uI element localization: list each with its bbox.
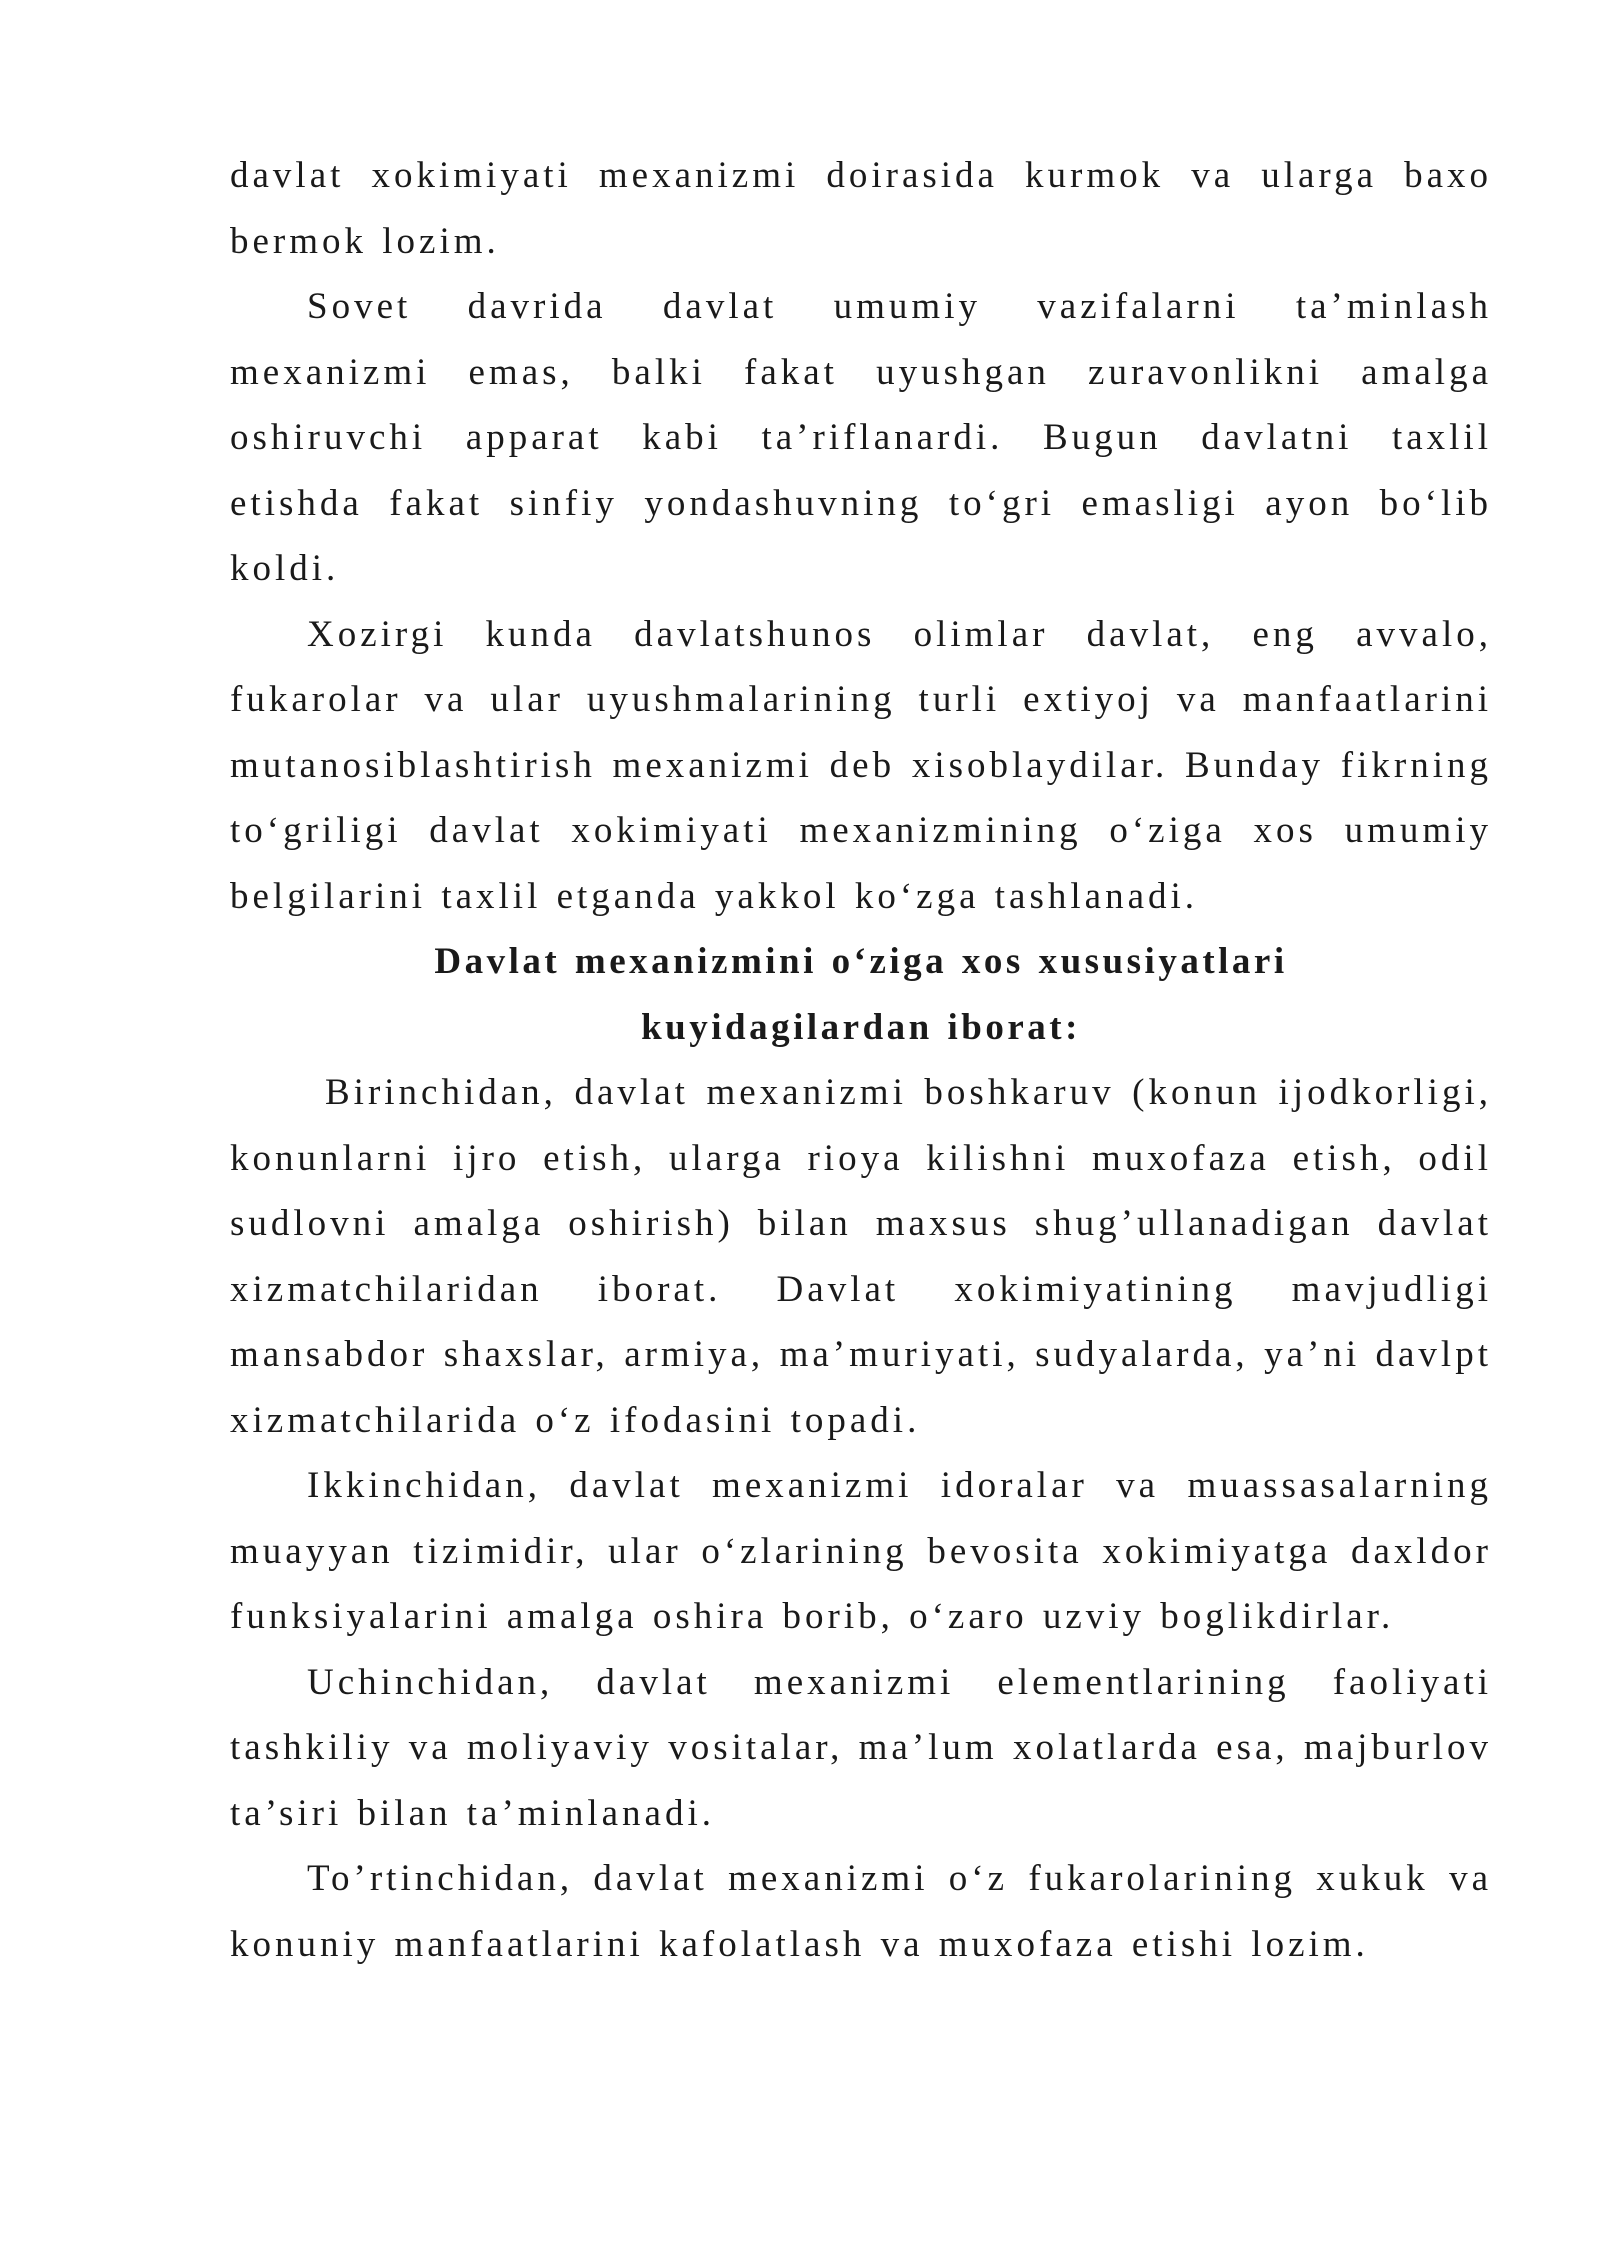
paragraph-feature-third: Uchinchidan, davlat mexanizmi elementlarining faoliyati tashkiliy va moliyaviy vositalar, ma’lum xolatlarda esa, majburlov ta’siri bilan ta’minlanadi.	[230, 1661, 1492, 1834]
paragraph-feature-fourth: To’rtinchidan, davlat mexanizmi o‘z fukarolarining xukuk va konuniy manfaatlarini kafolatlash va muxofaza etishi lozim.	[230, 1858, 1492, 1965]
paragraph-continuation: davlat xokimiyati mexanizmi doirasida kurmok va ularga baxo bermok lozim.	[230, 155, 1492, 262]
paragraph-feature-first: Birinchidan, davlat mexanizmi boshkaruv (konun ijodkorligi, konunlarni ijro etish, ularga rioya kilishni muxofaza etish, odil sudlovni amalga oshirish) bilan maxsus shug’ullanadigan davlat xizmatchilaridan iborat. Davlat xokimiyatining mavjudligi mansabdor shaxslar, armiya, ma’muriyati, sudyalarda, ya’ni davlpt xizmatchilarida o‘z ifodasini topadi.	[230, 1072, 1492, 1441]
paragraph-feature-second: Ikkinchidan, davlat mexanizmi idoralar va muassasalarning muayyan tizimidir, ular o‘zlarining bevosita xokimiyatga daxldor funksiyalarini amalga oshira borib, o‘zaro uzviy boglikdirlar.	[230, 1465, 1492, 1637]
section-heading-line-1: Davlat mexanizmini o‘ziga xos xususiyatlari	[434, 941, 1288, 982]
paragraph-modern-view: Xozirgi kunda davlatshunos olimlar davlat, eng avvalo, fukarolar va ular uyushmalarining turli extiyoj va manfaatlarini mutanosiblashtirish mexanizmi deb xisoblaydilar. Bunday fikrning to‘griligi davlat xokimiyati mexanizmining o‘ziga xos umumiy belgilarini taxlil etganda yakkol ko‘zga tashlanadi.	[230, 613, 1492, 917]
section-heading-line-2: kuyidagilardan iborat:	[641, 1006, 1081, 1048]
paragraph-soviet-period: Sovet davrida davlat umumiy vazifalarni ta’minlash mexanizmi emas, balki fakat uyushgan zuravonlikni amalga oshiruvchi apparat kabi ta’riflanardi. Bugun davlatni taxlil etishda fakat sinfiy yondashuvning to‘gri emasligi ayon bo‘lib koldi.	[230, 286, 1492, 589]
document-page	[230, 143, 1492, 1977]
